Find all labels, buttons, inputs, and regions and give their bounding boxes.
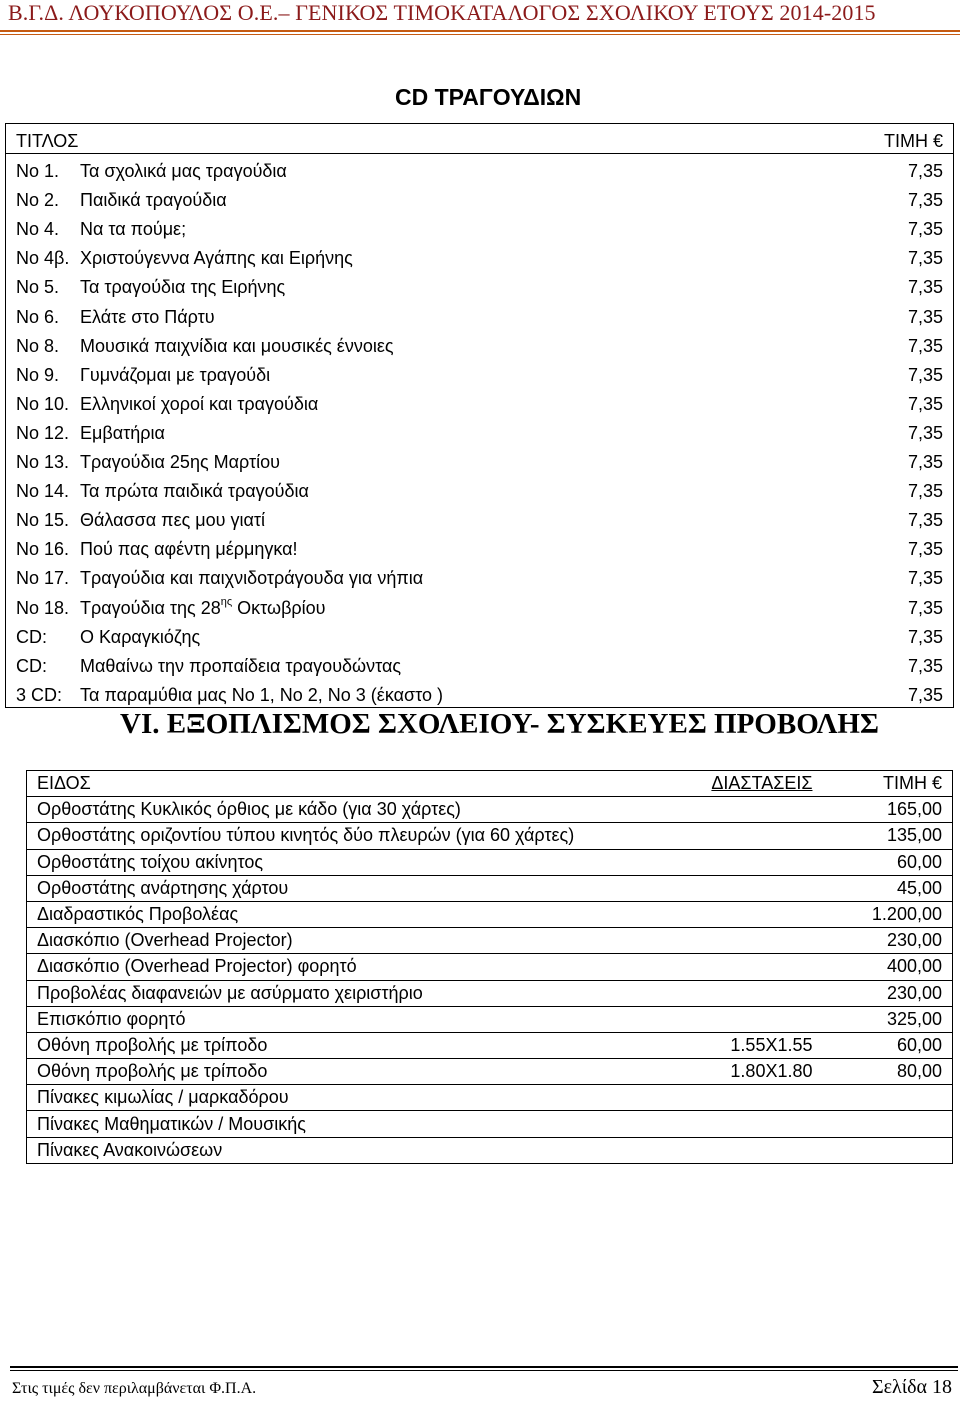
cd-price: 7,35 <box>907 684 943 705</box>
table-row <box>6 329 954 358</box>
equipment-price <box>823 1111 953 1137</box>
header-rule <box>0 30 960 32</box>
equipment-price: 400,00 <box>823 954 953 980</box>
cd-price: 7,35 <box>907 335 943 356</box>
equipment-dimensions <box>683 1137 823 1163</box>
cd-price: 7,35 <box>907 539 943 560</box>
table-row <box>27 980 953 1006</box>
equipment-item: Πίνακες Μαθηματικών / Μουσικής <box>27 1111 683 1137</box>
cd-title-cell <box>6 183 826 212</box>
cd-title-cell <box>6 154 826 184</box>
equipment-price: 60,00 <box>823 849 953 875</box>
table-row <box>6 299 954 328</box>
equipment-dimensions <box>683 980 823 1006</box>
table-row <box>6 561 954 590</box>
cd-title-superscript: ης <box>220 595 233 608</box>
cd-price: 7,35 <box>907 277 943 298</box>
table-row <box>6 183 954 212</box>
equipment-item: Πίνακες κιμωλίας / μαρκαδόρου <box>27 1085 683 1111</box>
cd-number: Νο 17. <box>16 568 70 589</box>
equipment-item: Επισκόπιο φορητό <box>27 1006 683 1032</box>
cd-title-cell <box>6 270 826 299</box>
cd-title-cell <box>6 649 826 678</box>
equipment-item: Ορθοστάτης τοίχου ακίνητος <box>27 849 683 875</box>
page-header <box>0 0 960 28</box>
table-row <box>6 212 954 241</box>
cd-number: Νο 18. <box>16 597 70 618</box>
table-row <box>6 503 954 532</box>
table-row <box>27 849 953 875</box>
cd-number: Νο 4. <box>16 219 60 240</box>
table-row <box>27 1059 953 1085</box>
cd-number: Νο 14. <box>16 481 70 502</box>
cd-price-table <box>5 123 954 708</box>
cd-title: Χριστούγεννα Αγάπης και Ειρήνης <box>80 248 353 269</box>
equipment-item: Διασκόπιο (Overhead Projector) <box>27 928 683 954</box>
cd-title-cell <box>6 503 826 532</box>
equipment-dimensions: 1.80Χ1.80 <box>683 1059 823 1085</box>
table-row <box>6 590 954 619</box>
cd-section-heading: CD ΤΡΑΓΟΥΔΙΩΝ <box>395 84 582 110</box>
equipment-dimensions <box>683 875 823 901</box>
cd-title-cell <box>6 416 826 445</box>
cd-number: Νο 1. <box>16 161 60 182</box>
cd-title-cell <box>6 532 826 561</box>
equipment-dimensions <box>683 849 823 875</box>
cd-number: Νο 10. <box>16 393 70 414</box>
table-row <box>6 270 954 299</box>
cd-title-cell <box>6 561 826 590</box>
equipment-dimensions <box>683 797 823 823</box>
equipment-price: 325,00 <box>823 1006 953 1032</box>
table-row <box>6 154 954 184</box>
cd-number: 3 CD: <box>16 684 63 705</box>
cd-price: 7,35 <box>907 190 943 211</box>
cd-price: 7,35 <box>907 481 943 502</box>
cd-title: Τα τραγούδια της Ειρήνης <box>80 277 286 298</box>
table-row <box>27 1111 953 1137</box>
cd-number: Νο 6. <box>16 306 60 327</box>
table-row <box>6 358 954 387</box>
table-row <box>6 445 954 474</box>
cd-number: CD: <box>16 655 47 676</box>
cd-title-cell <box>6 358 826 387</box>
equipment-dimensions <box>683 1006 823 1032</box>
table-row <box>27 1006 953 1032</box>
equipment-price: 80,00 <box>823 1059 953 1085</box>
footer-rule-thin <box>10 1370 958 1371</box>
cd-price: 7,35 <box>907 655 943 676</box>
cd-price: 7,35 <box>907 452 943 473</box>
cd-number: Νο 2. <box>16 190 60 211</box>
table-row <box>27 797 953 823</box>
header-title: Β.Γ.Δ. ΛΟΥΚΟΠΟΥΛΟΣ Ο.Ε.– ΓΕΝΙΚΟΣ ΤΙΜΟΚΑΤΑΛΟΓΟΣ ΣΧΟΛΙΚΟΥ ΕΤΟΥΣ 2014-2015 <box>8 0 876 25</box>
equipment-dimensions <box>683 954 823 980</box>
cd-number: Νο 15. <box>16 510 70 531</box>
table-header-row <box>6 124 954 154</box>
equipment-dimensions <box>683 1111 823 1137</box>
cd-price: 7,35 <box>907 364 943 385</box>
table-row <box>6 678 954 708</box>
cd-title: Ελληνικοί χοροί και τραγούδια <box>80 393 319 414</box>
footer-rule <box>10 1366 958 1368</box>
equipment-dimensions: 1.55Χ1.55 <box>683 1032 823 1058</box>
cd-number: Νο 16. <box>16 539 70 560</box>
cd-title: Ο Καραγκιόζης <box>80 626 201 647</box>
equipment-item: Πίνακες Ανακοινώσεων <box>27 1137 683 1163</box>
equipment-price: 45,00 <box>823 875 953 901</box>
cd-title-cell <box>6 387 826 416</box>
cd-price: 7,35 <box>907 626 943 647</box>
table-row <box>6 241 954 270</box>
cd-title: Παιδικά τραγούδια <box>80 190 227 211</box>
equipment-item: Οθόνη προβολής με τρίποδο <box>27 1059 683 1085</box>
equipment-price: 1.200,00 <box>823 901 953 927</box>
equipment-price: 165,00 <box>823 797 953 823</box>
table-row <box>27 928 953 954</box>
cd-number: Νο 4β. <box>16 248 70 269</box>
cd-title: Ελάτε στο Πάρτυ <box>80 306 215 327</box>
table-row <box>27 901 953 927</box>
table-row <box>6 387 954 416</box>
page-number: Σελίδα 18 <box>871 1376 952 1398</box>
cd-title: Πού πας αφέντη μέρμηγκα! <box>80 539 298 560</box>
equipment-dimensions <box>683 901 823 927</box>
equipment-item: Προβολέας διαφανειών με ασύρματο χειριστήριο <box>27 980 683 1006</box>
cd-title-cell <box>6 212 826 241</box>
equipment-price: 230,00 <box>823 928 953 954</box>
cd-title-cell <box>6 590 826 619</box>
cd-number: Νο 8. <box>16 335 60 356</box>
cd-title-cell <box>6 329 826 358</box>
cd-title: Θάλασσα πες μου γιατί <box>80 510 266 531</box>
cd-title: Να τα πούμε; <box>80 219 187 240</box>
header-rule-thin <box>0 34 960 35</box>
table-header-row <box>27 771 953 797</box>
cd-price: 7,35 <box>907 248 943 269</box>
cd-price: 7,35 <box>907 219 943 240</box>
equipment-price <box>823 1137 953 1163</box>
table-row <box>27 823 953 849</box>
table-row <box>6 532 954 561</box>
cd-price: 7,35 <box>907 597 943 618</box>
equipment-dimensions <box>683 1085 823 1111</box>
equipment-dimensions <box>683 823 823 849</box>
col-item-header: ΕΙΔΟΣ <box>27 771 683 797</box>
table-row <box>6 474 954 503</box>
col-dimensions-header: ΔΙΑΣΤΑΣΕΙΣ <box>683 771 823 797</box>
equipment-item: Οθόνη προβολής με τρίποδο <box>27 1032 683 1058</box>
equipment-item: Διασκόπιο (Overhead Projector) φορητό <box>27 954 683 980</box>
cd-title-cell <box>6 445 826 474</box>
cd-number: Νο 5. <box>16 277 60 298</box>
cd-title: Τραγούδια 25ης Μαρτίου <box>80 452 280 473</box>
cd-title: Μουσικά παιχνίδια και μουσικές έννοιες <box>80 335 394 356</box>
table-row <box>27 954 953 980</box>
equipment-item: Ορθοστάτης ανάρτησης χάρτου <box>27 875 683 901</box>
cd-title: Τα παραμύθια μας Νο 1, Νο 2, Νο 3 (έκαστο ) <box>80 684 443 705</box>
cd-number: Νο 13. <box>16 452 70 473</box>
equipment-price-table <box>26 770 953 1164</box>
table-row <box>6 620 954 649</box>
cd-title: Γυμνάζομαι με τραγούδι <box>80 364 271 385</box>
cd-title-cell <box>6 678 826 708</box>
cd-price: 7,35 <box>907 568 943 589</box>
col-title-header: ΤΙΤΛΟΣ <box>6 124 826 154</box>
table-row <box>27 1137 953 1163</box>
cd-price: 7,35 <box>907 393 943 414</box>
cd-title-cell <box>6 474 826 503</box>
equipment-section-heading: VI. ΕΞΟΠΛΙΣΜΟΣ ΣΧΟΛΕΙΟΥ- ΣΥΣΚΕΥΕΣ ΠΡΟΒΟΛΗΣ <box>120 708 879 740</box>
equipment-price: 135,00 <box>823 823 953 849</box>
equipment-item: Ορθοστάτης οριζοντίου τύπου κινητός δύο πλευρών (για 60 χάρτες) <box>27 823 683 849</box>
cd-title-cell <box>6 620 826 649</box>
table-row <box>27 1032 953 1058</box>
col-price-header: ΤΙΜΗ € <box>826 124 954 154</box>
vat-note: Στις τιμές δεν περιλαμβάνεται Φ.Π.Α. <box>12 1380 257 1397</box>
cd-title-suffix: Οκτωβρίου <box>232 597 326 618</box>
cd-price: 7,35 <box>907 306 943 327</box>
cd-price: 7,35 <box>907 161 943 182</box>
equipment-item: Διαδραστικός Προβολέας <box>27 901 683 927</box>
cd-title-cell <box>6 241 826 270</box>
equipment-price <box>823 1085 953 1111</box>
cd-title-cell <box>6 299 826 328</box>
table-row <box>6 416 954 445</box>
cd-number: CD: <box>16 626 47 647</box>
cd-title: Εμβατήρια <box>80 422 165 443</box>
cd-price: 7,35 <box>907 422 943 443</box>
cd-title: Μαθαίνω την προπαίδεια τραγουδώντας <box>80 655 402 676</box>
table-row <box>6 649 954 678</box>
equipment-price: 230,00 <box>823 980 953 1006</box>
cd-title: Τραγούδια και παιχνιδοτράγουδα για νήπια <box>80 568 424 589</box>
cd-number: Νο 9. <box>16 364 60 385</box>
equipment-price: 60,00 <box>823 1032 953 1058</box>
cd-title: Τα πρώτα παιδικά τραγούδια <box>80 481 309 502</box>
cd-title: Τα σχολικά μας τραγούδια <box>80 161 287 182</box>
equipment-item: Ορθοστάτης Κυκλικός όρθιος με κάδο (για 30 χάρτες) <box>27 797 683 823</box>
table-row <box>27 875 953 901</box>
col-price-header: ΤΙΜΗ € <box>823 771 953 797</box>
cd-title: Τραγούδια της 28 <box>80 597 221 618</box>
table-row <box>27 1085 953 1111</box>
equipment-dimensions <box>683 928 823 954</box>
cd-number: Νο 12. <box>16 422 70 443</box>
cd-price: 7,35 <box>907 510 943 531</box>
